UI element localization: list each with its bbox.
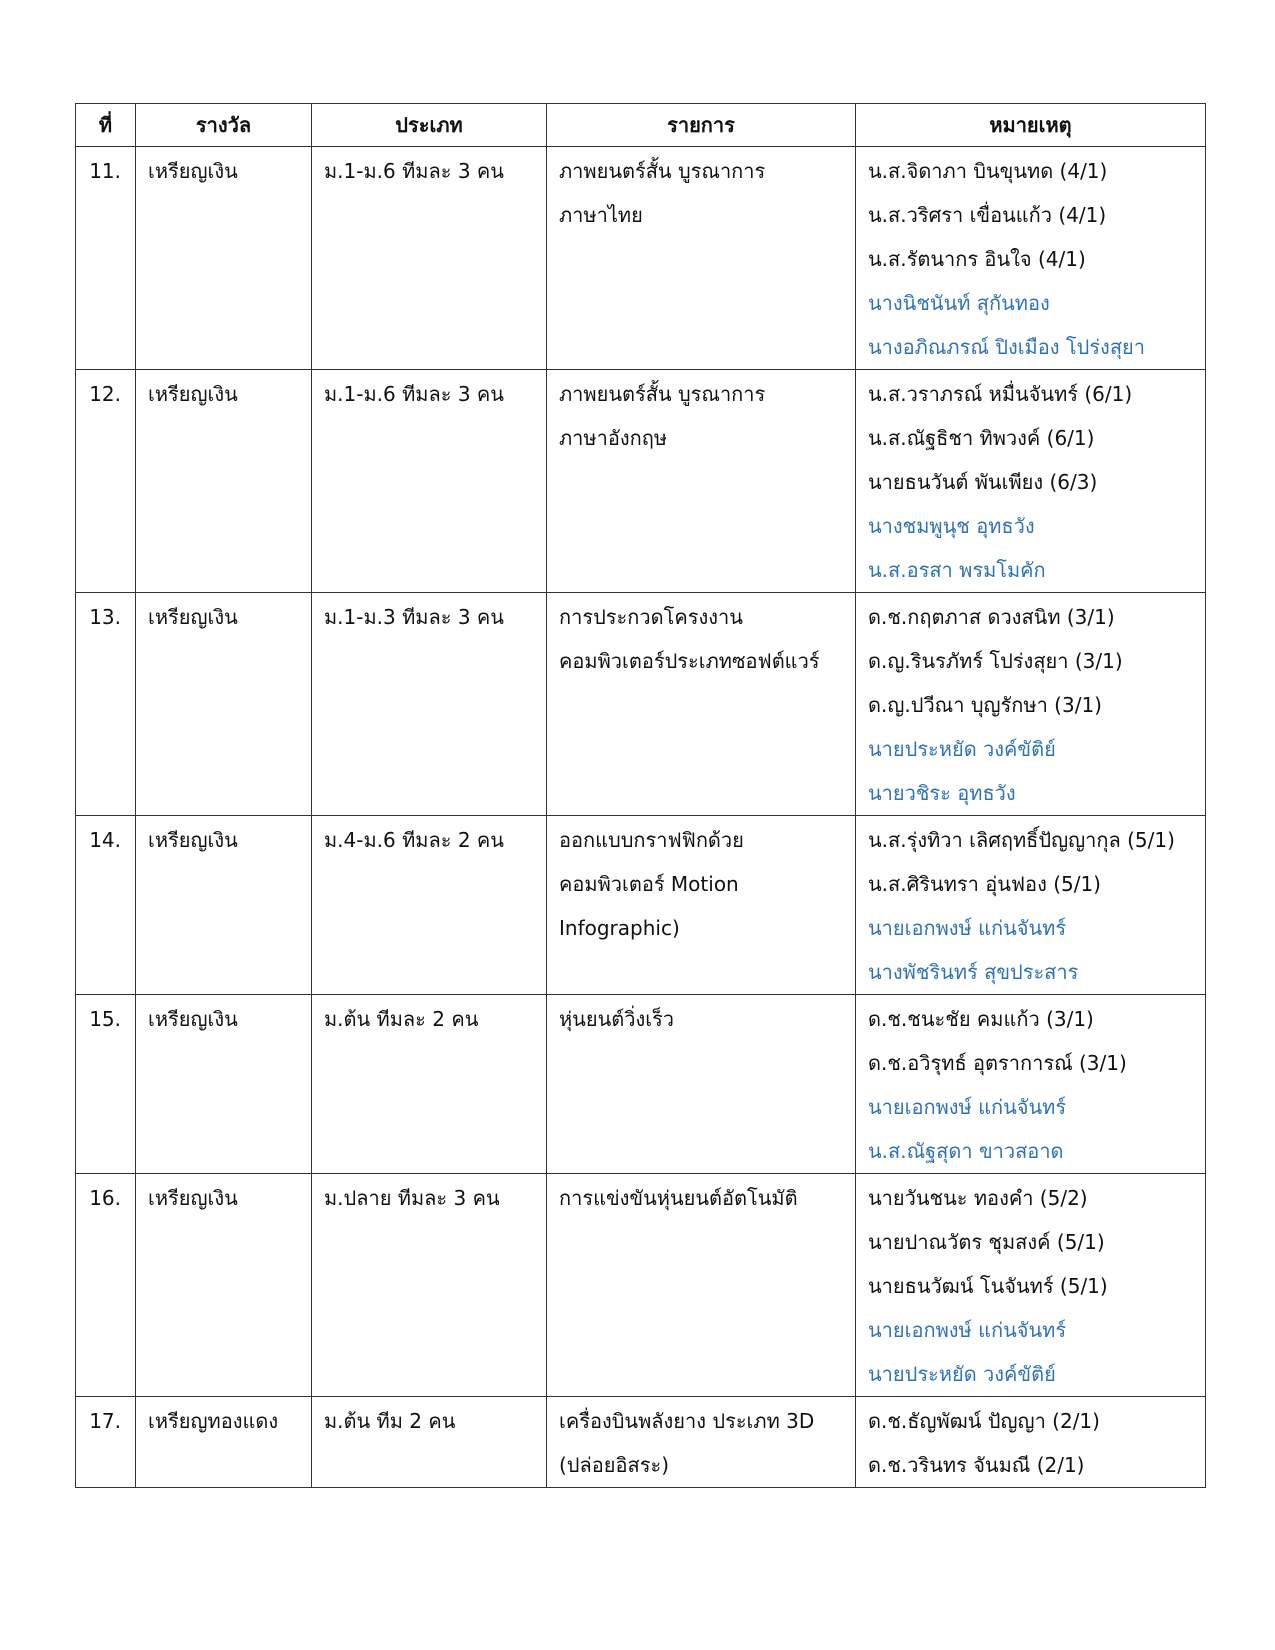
teacher-name: นายประหยัด วงค์ขัติย์ [868, 1362, 1056, 1386]
note-cell [856, 370, 1206, 593]
type-label: ม.1-ม.6 ทีมละ 3 คน [324, 382, 504, 406]
award-cell [136, 995, 312, 1174]
type-cell [312, 995, 547, 1174]
item-line: การแข่งขันหุ่นยนต์อัตโนมัติ [559, 1186, 798, 1210]
item-line: ภาษาอังกฤษ [559, 426, 668, 450]
item-line: ออกแบบกราฟฟิกด้วย [559, 828, 744, 852]
type-cell [312, 147, 547, 370]
award-label: เหรียญเงิน [148, 1007, 238, 1031]
row-number: 12. [89, 382, 121, 406]
type-cell [312, 1174, 547, 1397]
student-name: ด.ญ.รินรภัทร์ โปร่งสุยา (3/1) [868, 649, 1123, 673]
table-row [76, 995, 1206, 1174]
student-name: น.ส.รุ่งทิวา เลิศฤทธิ์ปัญญากุล (5/1) [868, 828, 1175, 852]
award-cell [136, 370, 312, 593]
header-award: รางวัล [136, 104, 312, 147]
row-number: 17. [89, 1409, 121, 1433]
item-line: ภาพยนตร์สั้น บูรณาการ [559, 382, 766, 406]
item-cell [547, 147, 856, 370]
type-label: ม.ต้น ทีมละ 2 คน [324, 1007, 479, 1031]
item-line: Infographic) [559, 916, 680, 940]
table-row [76, 1174, 1206, 1397]
teacher-name: นายเอกพงษ์ แก่นจันทร์ [868, 1318, 1067, 1342]
row-number-cell [76, 1174, 136, 1397]
note-cell [856, 995, 1206, 1174]
student-name: น.ส.ศิรินทรา อุ่นฟอง (5/1) [868, 872, 1101, 896]
table-body [76, 147, 1206, 1488]
teacher-name: นายวชิระ อุทธวัง [868, 781, 1016, 805]
item-cell [547, 816, 856, 995]
item-line: การประกวดโครงงาน [559, 605, 743, 629]
item-cell [547, 370, 856, 593]
item-cell [547, 593, 856, 816]
award-label: เหรียญทองแดง [148, 1409, 279, 1433]
student-name: ด.ช.อวิรุทธ์ อุตราการณ์ (3/1) [868, 1051, 1127, 1075]
item-line: หุ่นยนต์วิ่งเร็ว [559, 1007, 675, 1031]
table-row [76, 147, 1206, 370]
type-cell [312, 816, 547, 995]
student-name: น.ส.รัตนากร อินใจ (4/1) [868, 247, 1086, 271]
table-row [76, 593, 1206, 816]
item-line: (ปล่อยอิสระ) [559, 1453, 669, 1477]
note-cell [856, 1397, 1206, 1488]
row-number-cell [76, 370, 136, 593]
header-row [76, 104, 1206, 147]
student-name: น.ส.ณัฐธิชา ทิพวงค์ (6/1) [868, 426, 1095, 450]
teacher-name: นางอภิณภรณ์ ปิงเมือง โปร่งสุยา [868, 335, 1145, 359]
item-line: เครื่องบินพลังยาง ประเภท 3D [559, 1409, 815, 1433]
note-cell [856, 1174, 1206, 1397]
type-label: ม.ต้น ทีม 2 คน [324, 1409, 456, 1433]
teacher-name: น.ส.อรสา พรมโมคัก [868, 558, 1046, 582]
row-number-cell [76, 995, 136, 1174]
teacher-name: นายประหยัด วงค์ขัติย์ [868, 737, 1056, 761]
note-cell [856, 147, 1206, 370]
type-label: ม.ปลาย ทีมละ 3 คน [324, 1186, 500, 1210]
teacher-name: นางพัชรินทร์ สุขประสาร [868, 960, 1079, 984]
row-number: 13. [89, 605, 121, 629]
award-cell [136, 1397, 312, 1488]
student-name: นายปาณวัตร ชุมสงค์ (5/1) [868, 1230, 1105, 1254]
award-cell [136, 816, 312, 995]
row-number-cell [76, 1397, 136, 1488]
student-name: น.ส.จิดาภา บินขุนทด (4/1) [868, 159, 1108, 183]
teacher-name: นายเอกพงษ์ แก่นจันทร์ [868, 1095, 1067, 1119]
type-cell [312, 370, 547, 593]
student-name: ด.ญ.ปวีณา บุญรักษา (3/1) [868, 693, 1102, 717]
teacher-name: นายเอกพงษ์ แก่นจันทร์ [868, 916, 1067, 940]
item-cell [547, 1174, 856, 1397]
item-line: ภาพยนตร์สั้น บูรณาการ [559, 159, 766, 183]
row-number: 15. [89, 1007, 121, 1031]
teacher-name: นางชมพูนุช อุทธวัง [868, 514, 1035, 538]
award-label: เหรียญเงิน [148, 382, 238, 406]
item-line: ภาษาไทย [559, 203, 643, 227]
student-name: ด.ช.ชนะชัย คมแก้ว (3/1) [868, 1007, 1094, 1031]
student-name: น.ส.วริศรา เขื่อนแก้ว (4/1) [868, 203, 1107, 227]
table-row [76, 816, 1206, 995]
award-table [75, 103, 1206, 1488]
note-cell [856, 593, 1206, 816]
student-name: ด.ช.ธัญพัฒน์ ปัญญา (2/1) [868, 1409, 1100, 1433]
student-name: ด.ช.กฤตภาส ดวงสนิท (3/1) [868, 605, 1115, 629]
type-label: ม.4-ม.6 ทีมละ 2 คน [324, 828, 504, 852]
award-label: เหรียญเงิน [148, 828, 238, 852]
item-line: คอมพิวเตอร์ประเภทซอฟต์แวร์ [559, 649, 820, 673]
award-label: เหรียญเงิน [148, 1186, 238, 1210]
award-cell [136, 147, 312, 370]
table-header [76, 104, 1206, 147]
table-row [76, 1397, 1206, 1488]
type-label: ม.1-ม.3 ทีมละ 3 คน [324, 605, 504, 629]
row-number-cell [76, 593, 136, 816]
row-number: 14. [89, 828, 121, 852]
item-cell [547, 1397, 856, 1488]
student-name: น.ส.วราภรณ์ หมื่นจันทร์ (6/1) [868, 382, 1133, 406]
type-label: ม.1-ม.6 ทีมละ 3 คน [324, 159, 504, 183]
header-item: รายการ [547, 104, 856, 147]
item-cell [547, 995, 856, 1174]
award-cell [136, 1174, 312, 1397]
row-number-cell [76, 147, 136, 370]
award-label: เหรียญเงิน [148, 159, 238, 183]
award-cell [136, 593, 312, 816]
type-cell [312, 1397, 547, 1488]
note-cell [856, 816, 1206, 995]
student-name: ด.ช.วรินทร จันมณี (2/1) [868, 1453, 1085, 1477]
award-label: เหรียญเงิน [148, 605, 238, 629]
row-number: 16. [89, 1186, 121, 1210]
header-note: หมายเหตุ [856, 104, 1206, 147]
header-no: ที่ [76, 104, 136, 147]
student-name: นายวันชนะ ทองคำ (5/2) [868, 1186, 1088, 1210]
row-number-cell [76, 816, 136, 995]
teacher-name: นางนิชนันท์ สุกันทอง [868, 291, 1050, 315]
student-name: นายธนวันต์ พันเพียง (6/3) [868, 470, 1098, 494]
header-type: ประเภท [312, 104, 547, 147]
teacher-name: น.ส.ณัฐสุดา ขาวสอาด [868, 1139, 1064, 1163]
student-name: นายธนวัฒน์ โนจันทร์ (5/1) [868, 1274, 1108, 1298]
item-line: คอมพิวเตอร์ Motion [559, 872, 739, 896]
row-number: 11. [89, 159, 121, 183]
type-cell [312, 593, 547, 816]
table-row [76, 370, 1206, 593]
